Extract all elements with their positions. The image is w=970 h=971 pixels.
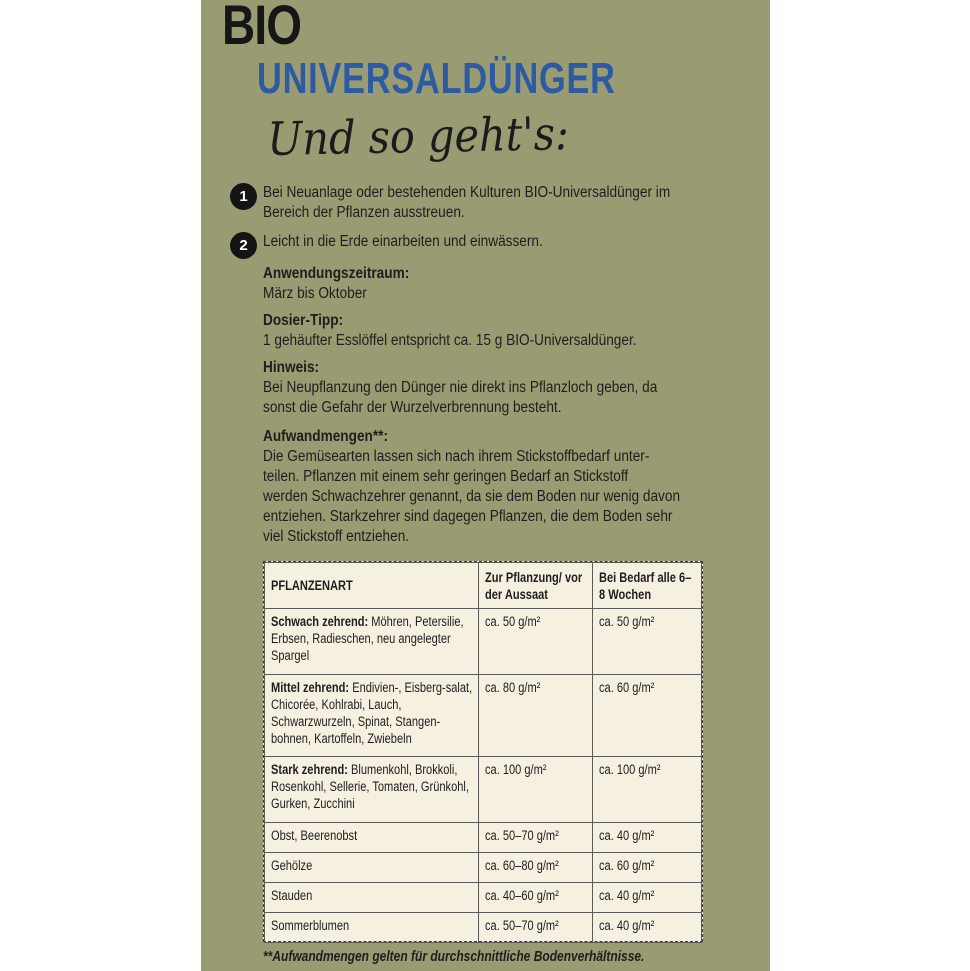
plant-cell: [265, 913, 479, 943]
planting-amount-cell: [479, 853, 593, 883]
table-row: [265, 913, 702, 943]
planting-amount-cell: [479, 823, 593, 853]
plant-list: Stauden: [271, 888, 313, 903]
planting-amount-cell: [479, 609, 593, 675]
plant-cell-text: [271, 679, 472, 747]
step-text-line: Bereich der Pflanzen ausstreuen.: [263, 204, 465, 221]
plant-cell: [265, 675, 479, 757]
section-heading: Aufwandmengen**:: [263, 428, 389, 445]
plant-cell-text: [271, 827, 472, 844]
instructions-heading: Und so geht's:: [267, 106, 570, 166]
table-row: [265, 883, 702, 913]
amount-value: ca. 100 g/m²: [485, 762, 547, 777]
table-header-row: [265, 563, 702, 609]
plant-group-label: Stark zehrend:: [271, 762, 348, 777]
interval-amount-cell: [592, 757, 701, 823]
plant-cell: [265, 823, 479, 853]
amount-value: ca. 50–70 g/m²: [485, 918, 559, 933]
amount-value: ca. 40–60 g/m²: [485, 888, 559, 903]
step-text: [263, 232, 543, 252]
note-section: [263, 358, 703, 418]
section-line: Die Gemüsearten lassen sich nach ihrem Stickstoffbedarf unter-: [263, 448, 650, 465]
brand-title: BIO: [222, 0, 302, 56]
planting-amount-cell: [479, 883, 593, 913]
interval-amount-cell: [592, 883, 701, 913]
table-row: [265, 609, 702, 675]
column-header-label: Zur Pflanzung/ vor der Aussaat: [485, 569, 583, 602]
amount-value: ca. 40 g/m²: [598, 918, 655, 933]
table-row: [265, 757, 702, 823]
section-line: Bei Neupflanzung den Dünger nie direkt ins Pflanzloch geben, da: [263, 379, 658, 396]
plant-cell: [265, 609, 479, 675]
plant-cell: [265, 883, 479, 913]
amount-value: ca. 60 g/m²: [598, 858, 655, 873]
plant-cell-text: [271, 857, 472, 874]
planting-amount-cell: [479, 913, 593, 943]
step-text-line: Leicht in die Erde einarbeiten und einwässern.: [263, 233, 543, 250]
plant-list: Sommerblumen: [271, 918, 350, 933]
plant-cell: [265, 853, 479, 883]
interval-amount-cell: [592, 913, 701, 943]
footnote: **Aufwandmengen gelten für durchschnittliche Bodenverhältnisse.: [263, 948, 645, 965]
step-text-line: Bei Neuanlage oder bestehenden Kulturen BIO-Universaldünger im: [263, 184, 671, 201]
section-line: 1 gehäufter Esslöffel entspricht ca. 15 g BIO-Universaldünger.: [263, 332, 637, 349]
plant-list: Endivien-, Eisberg-salat, Chicorée, Kohlrabi, Lauch, Schwarzwurzeln, Spinat, Stangen-bohnen, Kartoffeln, Zwiebeln: [271, 680, 473, 746]
amount-value: ca. 40 g/m²: [598, 888, 655, 903]
amount-value: ca. 50 g/m²: [485, 614, 541, 629]
plant-cell-text: [271, 761, 472, 812]
interval-amount-cell: [592, 853, 701, 883]
amount-value: ca. 40 g/m²: [598, 828, 655, 843]
column-header: [479, 563, 593, 609]
plant-list: Obst, Beerenobst: [271, 828, 358, 843]
interval-amount-cell: [592, 609, 701, 675]
product-title: UNIVERSALDÜNGER: [257, 54, 616, 103]
section-heading: Anwendungszeitraum:: [263, 265, 410, 282]
step-text: [263, 183, 670, 223]
section-heading: Dosier-Tipp:: [263, 312, 344, 329]
section-heading: Hinweis:: [263, 359, 320, 376]
plant-group-label: Mittel zehrend:: [271, 680, 350, 695]
section-line: entziehen. Starkzehrer sind dagegen Pflanzen, die dem Boden sehr: [263, 508, 673, 525]
column-header: [265, 563, 479, 609]
dosage-section: [263, 311, 703, 351]
amount-value: ca. 100 g/m²: [598, 762, 661, 777]
interval-amount-cell: [592, 675, 701, 757]
plant-cell-text: [271, 887, 472, 904]
section-line: viel Stickstoff entziehen.: [263, 528, 410, 545]
section-line: teilen. Pflanzen mit einem sehr geringen Bedarf an Stickstoff: [263, 468, 629, 485]
plant-list: Blumenkohl, Brokkoli, Rosenkohl, Sellerie, Tomaten, Grünkohl, Gurken, Zucchini: [271, 762, 469, 811]
section-line: werden Schwachzehrer genannt, da sie dem Boden nur wenig davon: [263, 488, 681, 505]
table-row: [265, 853, 702, 883]
plant-cell-text: [271, 613, 472, 664]
step-number-badge: 2: [230, 232, 257, 259]
plant-list: Gehölze: [271, 858, 313, 873]
column-header-label: Bei Bedarf alle 6–8 Wochen: [598, 569, 692, 602]
plant-cell: [265, 757, 479, 823]
table-row: [265, 675, 702, 757]
dosage-table: [263, 561, 703, 942]
plant-list: Möhren, Petersilie, Erbsen, Radieschen, neu angelegter Spargel: [271, 614, 464, 663]
column-header-label: PFLANZENART: [271, 578, 353, 593]
amount-value: ca. 60–80 g/m²: [485, 858, 559, 873]
plant-cell-text: [271, 917, 472, 934]
interval-amount-cell: [592, 823, 701, 853]
amount-value: ca. 50–70 g/m²: [485, 828, 559, 843]
column-header: [592, 563, 701, 609]
period-section: [263, 264, 703, 304]
amount-value: ca. 80 g/m²: [485, 680, 541, 695]
section-line: sonst die Gefahr der Wurzelverbrennung besteht.: [263, 399, 562, 416]
amounts-section: [263, 427, 703, 547]
plant-group-label: Schwach zehrend:: [271, 614, 369, 629]
package-panel: [201, 0, 770, 971]
step-number-badge: 1: [230, 183, 257, 210]
amount-value: ca. 60 g/m²: [598, 680, 655, 695]
planting-amount-cell: [479, 757, 593, 823]
planting-amount-cell: [479, 675, 593, 757]
table-row: [265, 823, 702, 853]
amount-value: ca. 50 g/m²: [598, 614, 655, 629]
section-line: März bis Oktober: [263, 285, 367, 302]
